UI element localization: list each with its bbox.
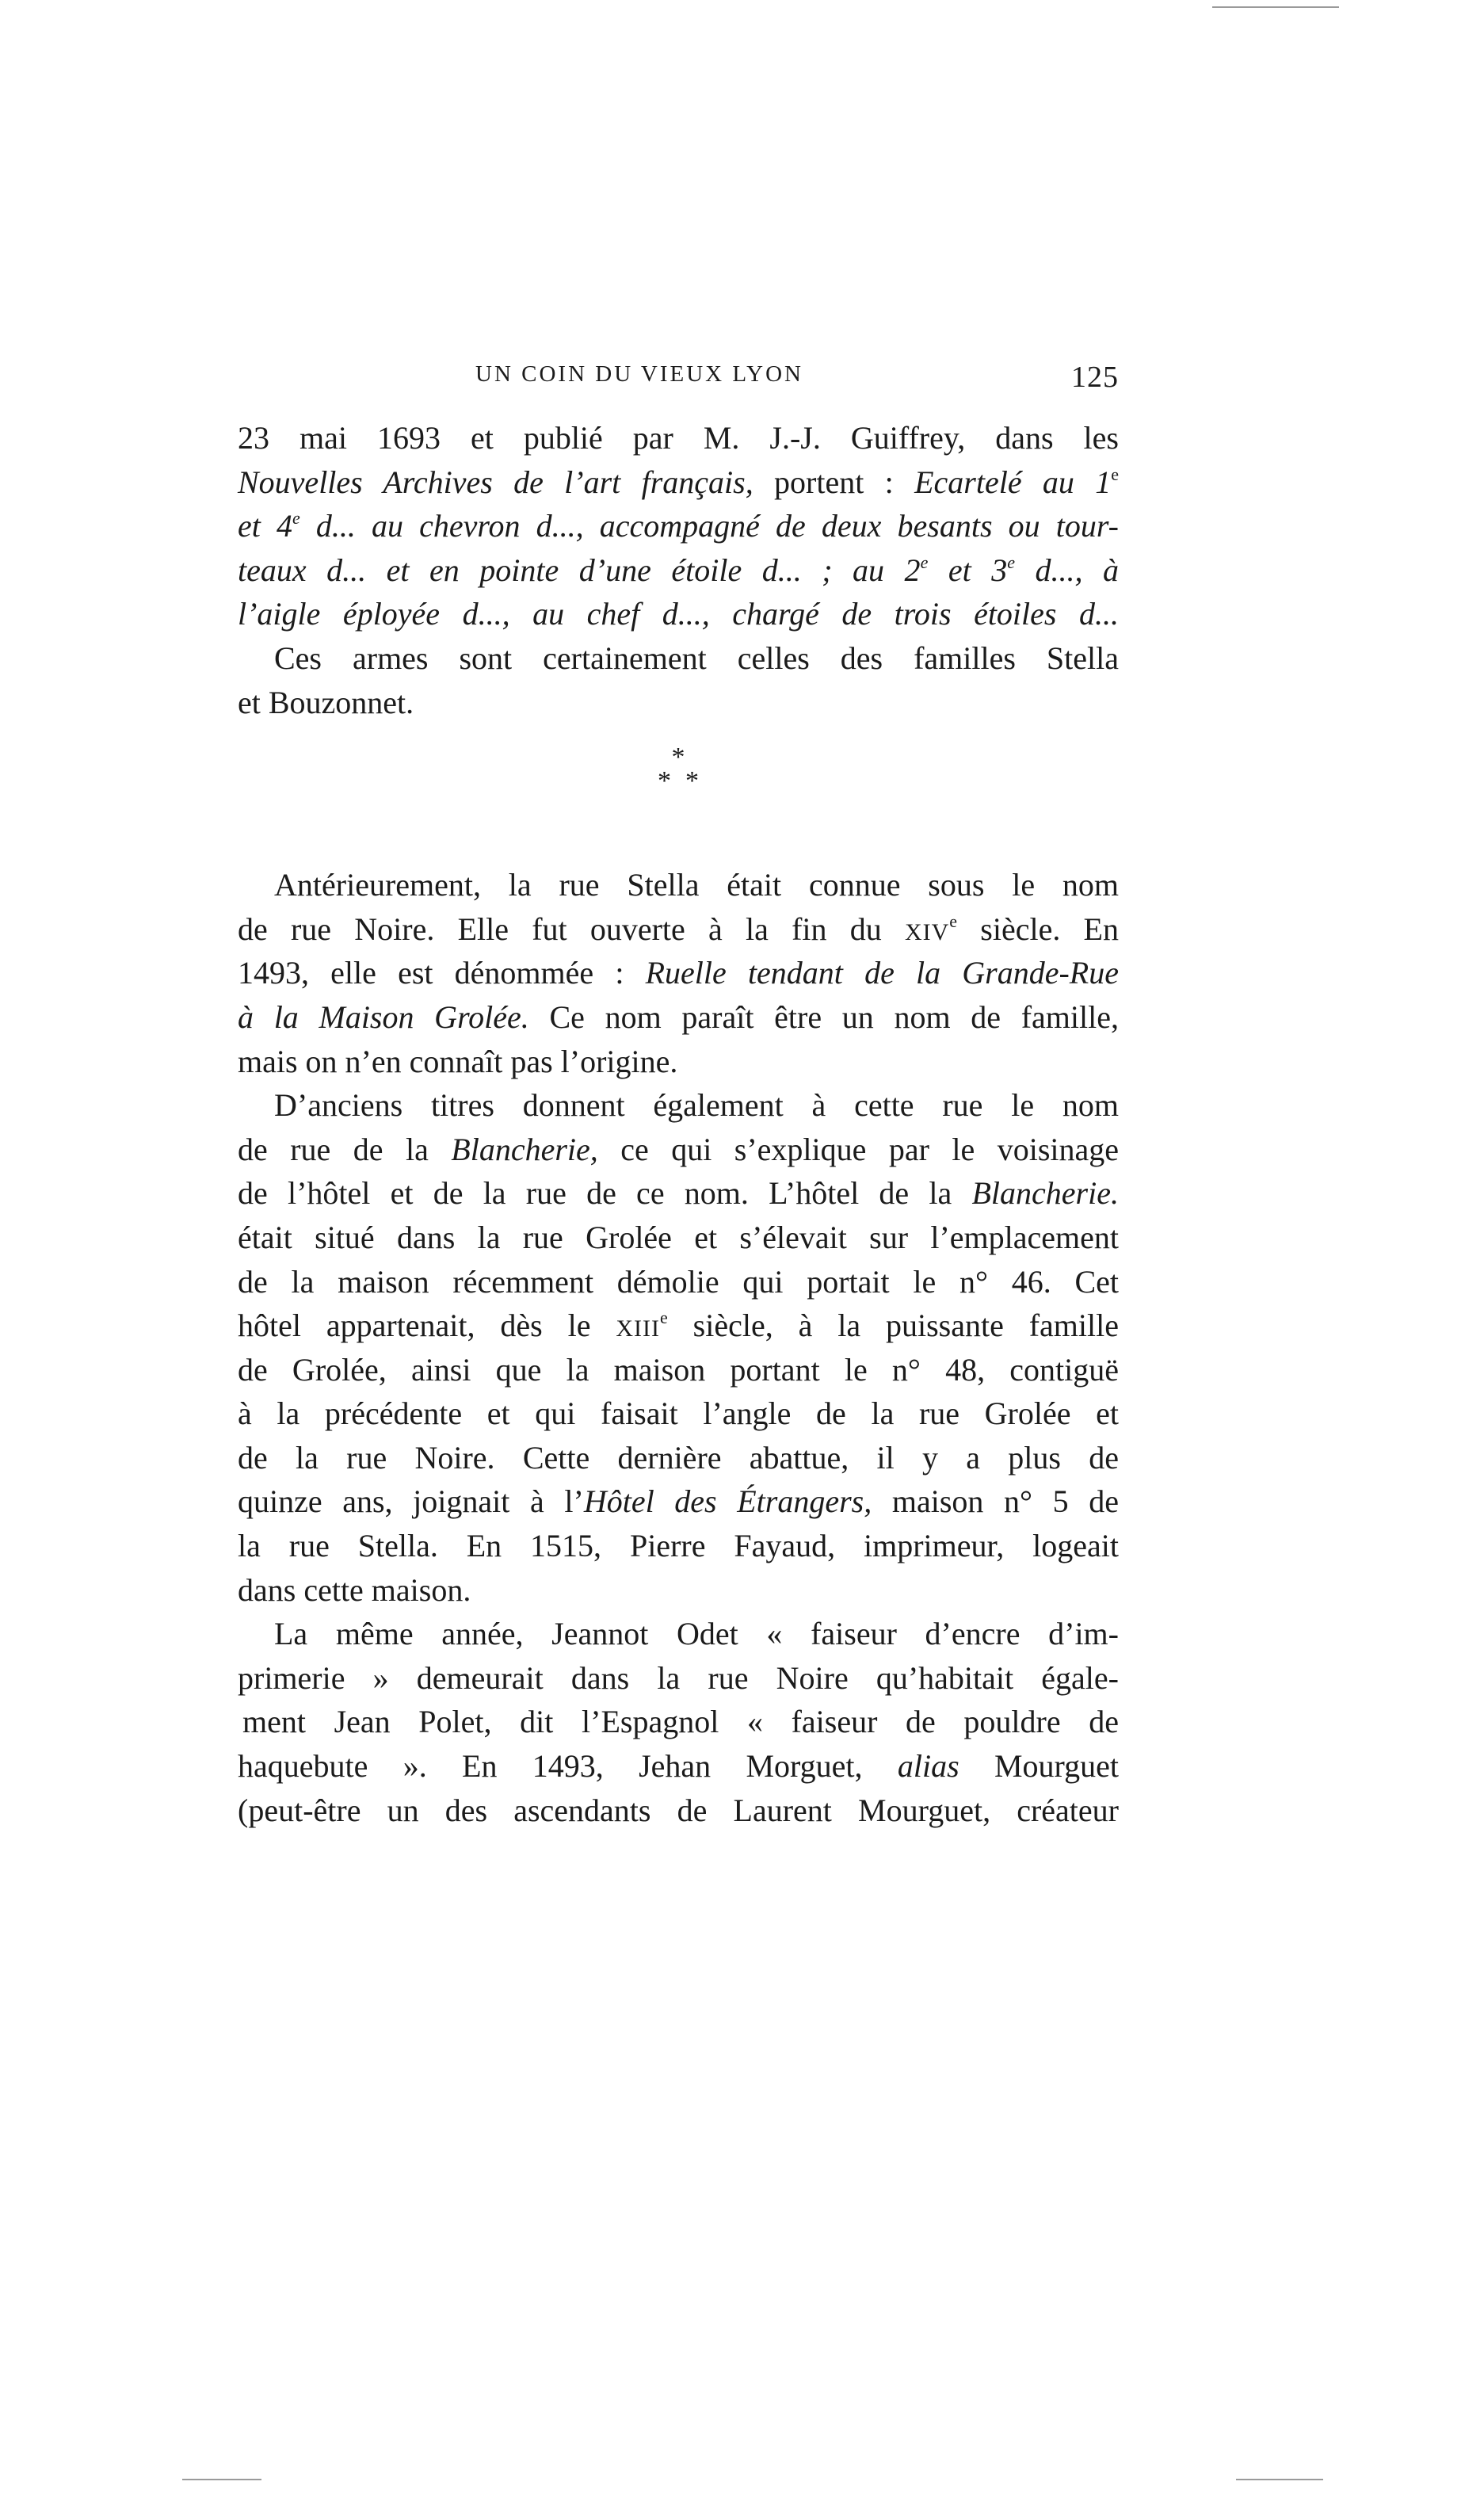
text-line: Nouvelles Archives de l’art français, portent : Ecartelé au 1e	[238, 464, 1119, 500]
scan-edge-mark-bottom-left	[182, 2479, 261, 2480]
section-break-asterism	[238, 724, 1119, 863]
text-line: primerie » demeurait dans la rue Noire qu’habitait égale-	[238, 1659, 1119, 1696]
paragraph-coat-of-arms	[238, 416, 1119, 636]
text-line: de la maison récemment démolie qui portait le n° 46. Cet	[238, 1263, 1119, 1300]
paragraph-rue-noire	[238, 863, 1119, 1083]
text-line: la rue Stella. En 1515, Pierre Fayaud, imprimeur, logeait	[238, 1528, 1119, 1564]
text-line: et Bouzonnet.	[238, 684, 414, 720]
text-line: haquebute ». En 1493, Jehan Morguet, alias Mourguet	[238, 1748, 1119, 1785]
text-line: teaux d... et en pointe d’une étoile d... ; au 2e et 3e d..., à	[238, 552, 1120, 588]
text-line: D’anciens titres donnent également à cette rue le nom	[274, 1087, 1119, 1124]
text-line: de Grolée, ainsi que la maison portant le n° 48, contiguë	[238, 1351, 1119, 1388]
asterism-bottom: **	[658, 766, 713, 796]
text-line: dans cette maison.	[238, 1571, 471, 1608]
text-line: 23 mai 1693 et publié par M. J.-J. Guiffrey, dans les	[238, 420, 1119, 456]
text-line: Antérieurement, la rue Stella était connue sous le nom	[274, 867, 1119, 903]
text-line: hôtel appartenait, dès le XIIIe siècle, à la puissante famille	[238, 1308, 1120, 1344]
text-line: La même année, Jeannot Odet « faiseur d’encre d’im-	[274, 1616, 1119, 1652]
body-text	[238, 416, 1119, 1832]
text-line: quinze ans, joignait à l’Hôtel des Étrangers, maison n° 5 de	[238, 1483, 1119, 1520]
text-line: de l’hôtel et de la rue de ce nom. L’hôtel de la Blancherie.	[238, 1175, 1119, 1212]
asterism-top: *	[671, 743, 685, 773]
text-line: 1493, elle est dénommée : Ruelle tendant de la Grande-Rue	[238, 955, 1119, 991]
text-line: l’aigle éployée d..., au chef d..., chargé de trois étoiles d...	[238, 596, 1119, 632]
text-line: à la Maison Grolée. Ce nom paraît être un nom de famille,	[238, 998, 1119, 1035]
text-line: ment Jean Polet, dit l’Espagnol « faiseur de pouldre de	[242, 1704, 1119, 1740]
text-line: à la précédente et qui faisait l’angle de la rue Grolée et	[238, 1395, 1119, 1432]
text-line: de la rue Noire. Cette dernière abattue, il y a plus de	[238, 1439, 1119, 1476]
running-head	[238, 361, 1119, 393]
scan-edge-mark-top	[1212, 6, 1339, 8]
paragraph-blancherie	[238, 1083, 1119, 1612]
text-line: Ces armes sont certainement celles des familles Stella	[274, 639, 1119, 676]
text-line: et 4e d... au chevron d..., accompagné de deux besants ou tour-	[238, 508, 1119, 544]
text-line: de rue de la Blancherie, ce qui s’explique par le voisinage	[238, 1131, 1120, 1167]
text-line: (peut-être un des ascendants de Laurent Mourguet, créateur	[238, 1792, 1119, 1828]
paragraph-arms-families	[238, 636, 1119, 724]
text-line: mais on n’en connaît pas l’origine.	[238, 1043, 678, 1079]
paragraph-jeannot-odet	[238, 1612, 1119, 1832]
text-line: était situé dans la rue Grolée et s’élevait sur l’emplacement	[238, 1219, 1119, 1255]
scan-edge-mark-bottom-right	[1236, 2479, 1323, 2480]
running-title: UN COIN DU VIEUX LYON	[475, 361, 803, 387]
page-number: 125	[1071, 361, 1119, 394]
text-line: de rue Noire. Elle fut ouverte à la fin du XIVe siècle. En	[238, 911, 1119, 947]
